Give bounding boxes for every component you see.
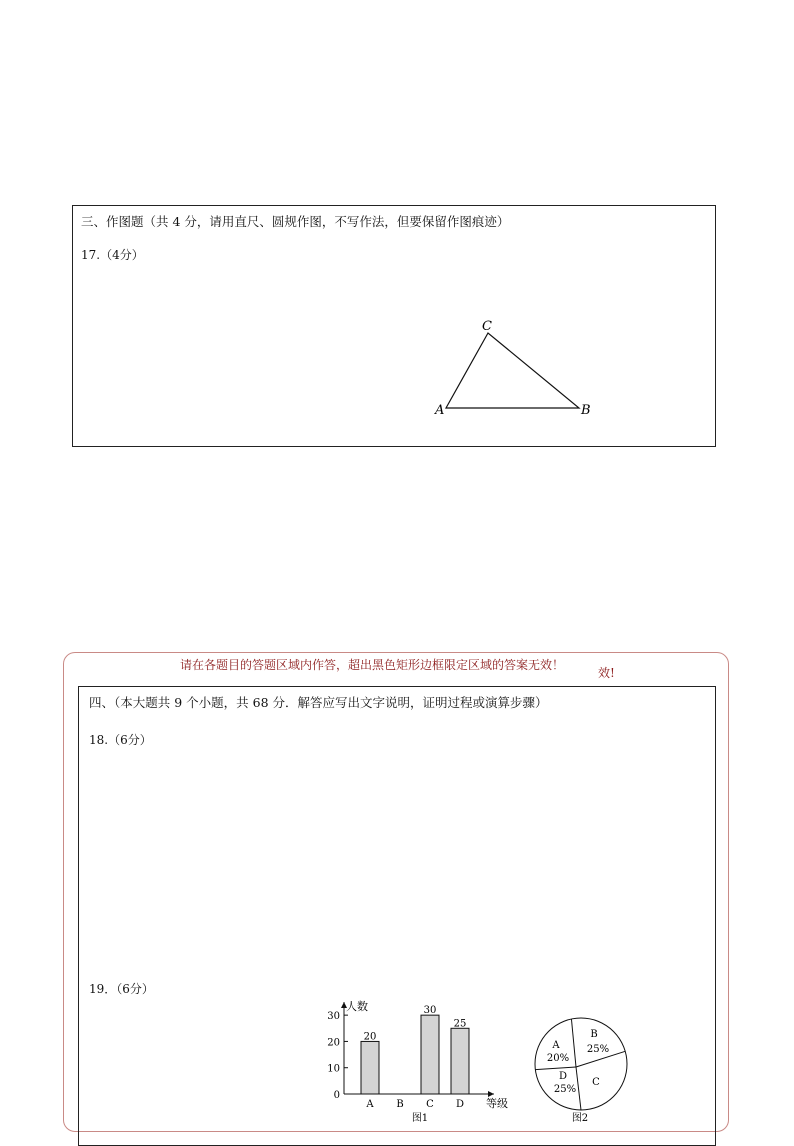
notice-tail: 效! [598,666,615,680]
q18-label: 18.（6分） [89,733,152,747]
bar-value-label: 25 [453,1018,467,1030]
bar-C [421,1015,439,1094]
triangle-figure [73,206,717,448]
section3-answer-box [72,205,716,447]
bar-chart-title: 图1 [411,1113,429,1123]
notice-text: 请在各题目的答题区域内作答，超出黑色矩形边框限定区域的答案无效！ [180,658,565,672]
pie-slice-label-C: C [592,1077,600,1088]
vertex-a-label: A [435,403,445,418]
triangle-abc [446,333,579,408]
y-tick-label: 10 [327,1063,340,1075]
pie-chart [528,1014,634,1123]
bar-value-label: 20 [363,1031,377,1043]
q19-label: 19．（6分） [89,982,154,996]
x-tick-label: C [426,1099,434,1110]
bar-chart [322,996,518,1123]
pie-slice-label-D: D [558,1071,568,1082]
x-axis-label: 等级 [486,1097,508,1110]
y-tick-label: 0 [333,1090,340,1101]
x-tick-label: D [455,1099,465,1110]
y-tick-label: 20 [327,1037,340,1049]
x-tick-label: A [366,1099,374,1110]
bar-A [361,1041,379,1094]
pie-chart-title: 图2 [571,1113,589,1123]
x-tick-label: B [396,1099,404,1110]
pie-slice-label-A: A [552,1040,560,1051]
pie-outline [535,1018,627,1110]
bar-value-label: 30 [423,1005,437,1017]
y-axis-label: 人数 [346,1000,368,1013]
vertex-b-label: B [581,403,591,418]
y-tick-label: 30 [327,1011,340,1023]
vertex-c-label: C [482,319,492,334]
section3-title: 三、作图题（共 4 分，请用直尺、圆规作图，不写作法，但要保留作图痕迹） [81,214,510,229]
q17-label: 17.（4分） [81,248,144,262]
pie-slice-percent-B: 25% [586,1044,610,1055]
pie-slice-percent-A: 20% [546,1053,570,1064]
section4-title: 四、（本大题共 9 个小题，共 68 分．解答应写出文字说明，证明过程或演算步骤） [89,695,548,710]
pie-slice-label-B: B [590,1029,598,1040]
pie-slice-percent-D: 25% [553,1084,577,1095]
bar-D [451,1028,469,1094]
